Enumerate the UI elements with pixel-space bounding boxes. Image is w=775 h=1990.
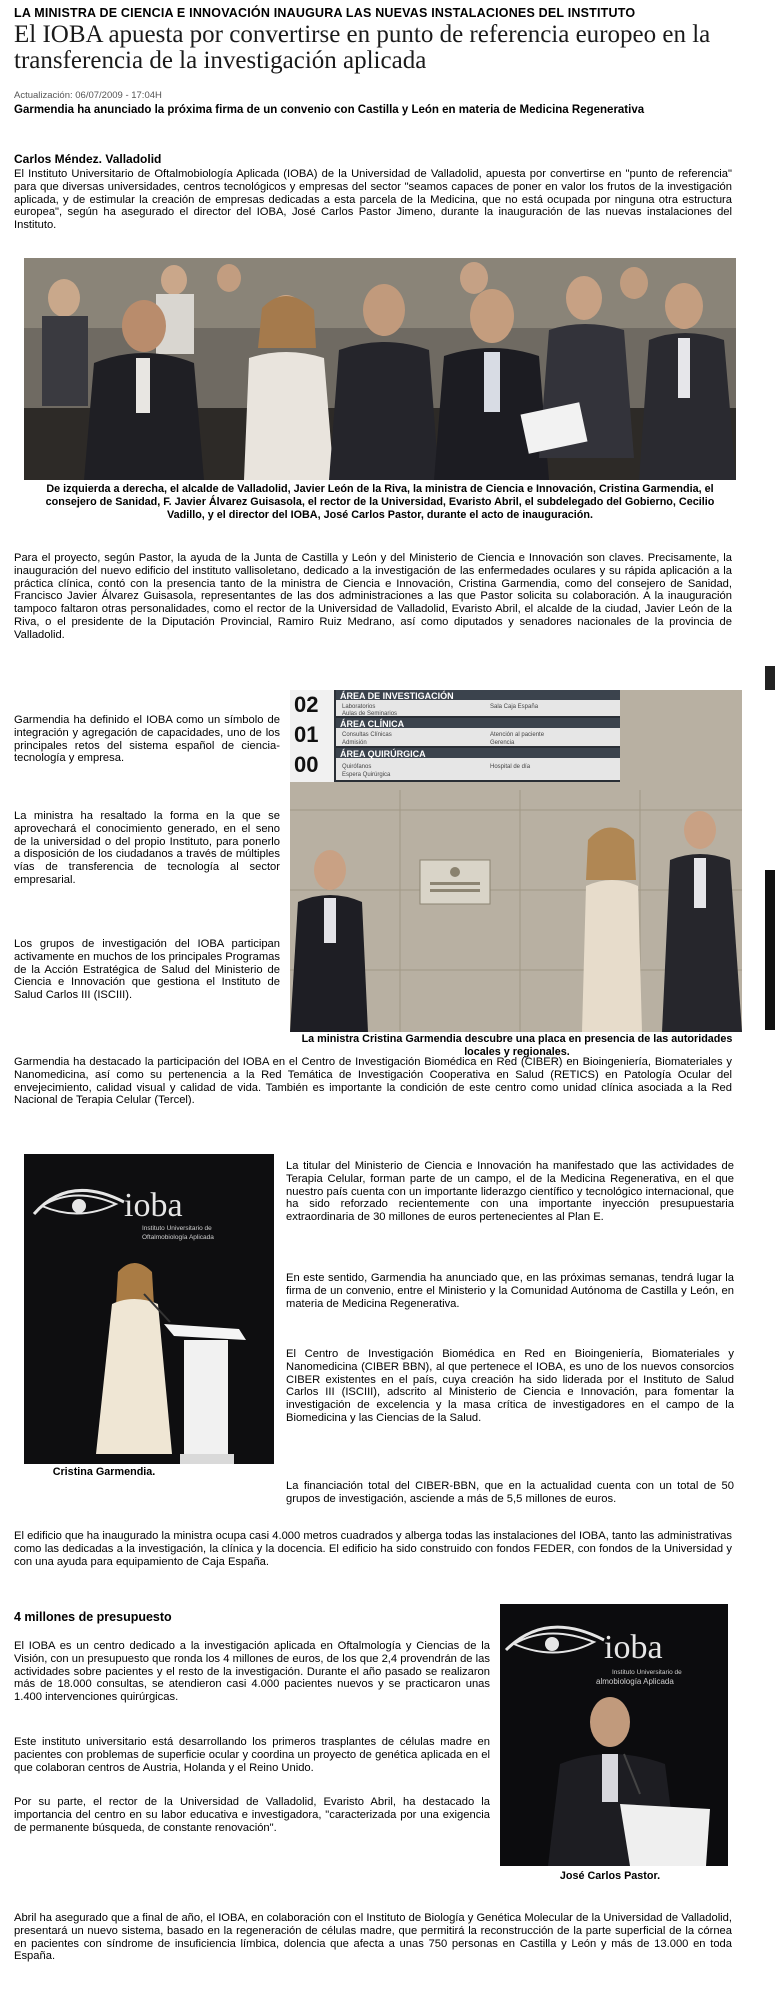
update-timestamp: Actualización: 06/07/2009 - 17:04H: [14, 90, 162, 101]
section-subhead: 4 millones de presupuesto: [14, 1610, 172, 1624]
paragraph-15: Abril ha asegurado que a final de año, el IOBA, en colaboración con el Instituto de Biología y Genética Molecular de la Universidad de Valladolid, presentará un nuevo sistema, basado en la regeneración de células madre, que permitirá la reconstrucción de la parte superficial de la córnea en pacientes con síndrome de insuficiencia límbica, dolencia que afecta a unas 750 personas en Castilla y León y más de 13.000 en toda España.: [14, 1912, 732, 1963]
sign-item-espera: Espera Quirúrgica: [342, 772, 391, 778]
inauguration-group-photo: [24, 258, 736, 480]
ioba-logo-text-2: ioba: [604, 1629, 663, 1666]
sign-area-research: ÁREA DE INVESTIGACIÓN: [340, 691, 454, 701]
sign-item-admision: Admisión: [342, 740, 367, 746]
article-lede: Garmendia ha anunciado la próxima firma de un convenio con Castilla y León en materia de Medicina Regenerativa: [14, 104, 645, 116]
sign-item-quirofanos: Quirófanos: [342, 764, 372, 770]
sign-item-labs: Laboratorios: [342, 704, 376, 710]
paragraph-11: El edificio que ha inaugurado la ministra ocupa casi 4.000 metros cuadrados y alberga todas las instalaciones del IOBA, tanto las administrativas como las dedicadas a la investigación, la clínica y la docencia. El edificio ha sido construido con fondos FEDER, con fondos de la Universidad y con una ayuda para equipamiento de Caja España.: [14, 1530, 732, 1568]
paragraph-8: En este sentido, Garmendia ha anunciado que, en las próximas semanas, tendrá lugar la firma de un convenio, entre el Ministerio y la Comunidad Autónoma de Castilla y León, en materia de Medicina Regenerativa.: [286, 1272, 734, 1310]
sign-floor-02: 02: [294, 692, 319, 717]
page-edge-bar: [765, 870, 775, 1030]
paragraph-9: El Centro de Investigación Biomédica en Red en Bioingeniería, Biomateriales y Nanomedicina (CIBER BBN), al que pertenece el IOBA, es uno de los nuevos consorcios CIBER existentes en el país, cuya creación ha sido liderada por el Instituto de Salud Carlos III (ISCIII), adscrito al Ministerio de Ciencia e Innovación, para fomentar la investigación de excelencia y la masa crítica de investigadores en el campo de la Biomedicina y las Ciencias de la Salud.: [286, 1348, 734, 1424]
paragraph-5: Los grupos de investigación del IOBA participan activamente en muchos de los principales Programas de la Acción Estratégica de Salud del Ministerio de Ciencia e Innovación que gestiona el Instituto de Salud Carlos III (ISCIII).: [14, 938, 280, 1002]
article-byline: Carlos Méndez. Valladolid: [14, 152, 162, 166]
paragraph-7: La titular del Ministerio de Ciencia e Innovación ha manifestado que las actividades de Terapia Celular, forman parte de un campo, el de la Medicina Regenerativa, en el que nuestro país cuenta con un importante liderazgo científico y tecnológico internacional, que ha sido reforzado recientemente con una importante inyección presupuestaria extraordinaria de 30 millones de euros pertenecientes al Plan E.: [286, 1160, 734, 1224]
sign-item-hospital: Hospital de día: [490, 764, 531, 770]
paragraph-3: Garmendia ha definido el IOBA como un símbolo de integración y agregación de capacidades, uno de los principales retos del sistema español de ciencia-tecnología y empresa.: [14, 714, 280, 765]
sign-item-consultas: Consultas Clínicas: [342, 732, 392, 738]
ioba-logo-subtitle-2: Oftalmobiología Aplicada: [142, 1234, 214, 1241]
sign-item-caja: Sala Caja España: [490, 704, 539, 710]
photo-caption-4: José Carlos Pastor.: [559, 1870, 661, 1882]
paragraph-13: Este instituto universitario está desarrollando los primeros trasplantes de células madre en pacientes con problemas de superficie ocular y coordina un proyecto de genética aplicada en el que colaboran centros de Austria, Holanda y el Reino Unido.: [14, 1736, 490, 1774]
pastor-podium-photo: [500, 1604, 728, 1866]
photo-caption-3: Cristina Garmendia.: [52, 1466, 156, 1478]
paragraph-12: El IOBA es un centro dedicado a la investigación aplicada en Oftalmología y Ciencias de la Visión, con un presupuesto que ronda los 4 millones de euros, de los que 2,4 provendrán de las actividades sobre pacientes y el resto de la investigación. Durante el año pasado se realizaron más de 18.000 consultas, se atendieron casi 4.000 pacientes nuevos y se practicaron unas 1.400 intervenciones quirúrgicas.: [14, 1640, 490, 1704]
photo-caption-2: La ministra Cristina Garmendia descubre una placa en presencia de las autoridades locales y regionales.: [301, 1033, 733, 1058]
paragraph-1: El Instituto Universitario de Oftalmobiología Aplicada (IOBA) de la Universidad de Valladolid, apuesta por convertirse en "punto de referencia" para que diversas universidades, centros tecnológicos y empresas del sector "seamos capaces de poner en valor los frutos de la investigación aplicada, y de estimular la creación de empresas dedicadas a esta parcela de la Medicina, que no está ocupada por ninguna otra estructura europea", según ha asegurado el director del IOBA, José Carlos Pastor Jimeno, durante la inauguración de las nuevas instalaciones del Instituto.: [14, 168, 732, 232]
sign-item-seminars: Aulas de Seminarios: [342, 711, 398, 717]
sign-area-surgical: ÁREA QUIRÚRGICA: [340, 749, 426, 759]
article-headline: El IOBA apuesta por convertirse en punto de referencia europeo en la transferencia de la investigación aplicada: [14, 21, 711, 74]
ioba-logo-subtitle-4: almobiología Aplicada: [596, 1677, 674, 1686]
sign-floor-00: 00: [294, 752, 319, 777]
ioba-logo-text: ioba: [124, 1187, 183, 1224]
sign-item-atencion: Atención al paciente: [490, 732, 545, 738]
ioba-logo-subtitle-1: Instituto Universitario de: [142, 1225, 212, 1232]
sign-floor-01: 01: [294, 722, 319, 747]
garmendia-podium-photo: [24, 1154, 274, 1464]
paragraph-2: Para el proyecto, según Pastor, la ayuda de la Junta de Castilla y León y del Ministerio de Ciencia e Innovación son claves. Precisamente, la inauguración del nuevo edificio del instituto vallisoletano, dedicado a la investigación de las enfermedades oculares y su rápida aplicación a la práctica clínica, contó con la presencia tanto de la ministra de Ciencia e Innovación, Cristina Garmendia, como del consejero de Sanidad, Francisco Javier Álvarez Guisasola, representantes de las dos administraciones a las que Pastor solicita su colaboración. A la inauguración tampoco faltaron otras personalidades, como el rector de la Universidad de Valladolid, Evaristo Abril, el alcalde de la ciudad, Javier León de la Riva, o el presidente de la Diputación Provincial, Ramiro Ruiz Medrano, así como diputados y senadores nacionales de la provincia de Valladolid.: [14, 552, 732, 641]
plaque-unveiling-photo: [290, 690, 742, 1032]
paragraph-4: La ministra ha resaltado la forma en la que se aprovechará el conocimiento generado, en el seno de la universidad o del propio Instituto, para ponerlo a disposición de los ciudadanos a través de múltiples vías de transferencia de tecnología al sector empresarial.: [14, 810, 280, 886]
article-kicker: LA MINISTRA DE CIENCIA E INNOVACIÓN INAUGURA LAS NUEVAS INSTALACIONES DEL INSTITUTO: [14, 6, 636, 20]
paragraph-6: Garmendia ha destacado la participación del IOBA en el Centro de Investigación Biomédica en Red (CIBER) en Bioingeniería, Biomateriales y Nanomedicina, así como su pertenencia a la Red Temática de Investigación Cooperativa en Salud (RETICS) en Patología Ocular del envejecimiento, calidad visual y calidad de vida. También es importante la condición de este centro como unidad clínica asociada a la Red Nacional de Terapia Celular (Tercel).: [14, 1056, 732, 1107]
photo-caption-1: De izquierda a derecha, el alcalde de Valladolid, Javier León de la Riva, la ministra de Ciencia e Innovación, Cristina Garmendia, el consejero de Sanidad, F. Javier Álvarez Guisasola, el rector de la Universidad, Evaristo Abril, el subdelegado del Gobierno, Cecilio Vadillo, y el director del IOBA, José Carlos Pastor, durante el acto de inauguración.: [45, 483, 715, 521]
sign-area-clinical: ÁREA CLÍNICA: [340, 719, 405, 729]
paragraph-14: Por su parte, el rector de la Universidad de Valladolid, Evaristo Abril, ha destacado la importancia del centro en su labor educativa e investigadora, "caracterizada por una exigencia de permanente búsqueda, de constante renovación".: [14, 1796, 490, 1834]
paragraph-10: La financiación total del CIBER-BBN, que en la actualidad cuenta con un total de 50 grupos de investigación, asciende a más de 5,5 millones de euros.: [286, 1480, 734, 1505]
page-edge-mark: [765, 666, 775, 690]
sign-item-gerencia: Gerencia: [490, 740, 515, 746]
ioba-logo-subtitle-3: Instituto Universitario de: [612, 1669, 682, 1676]
